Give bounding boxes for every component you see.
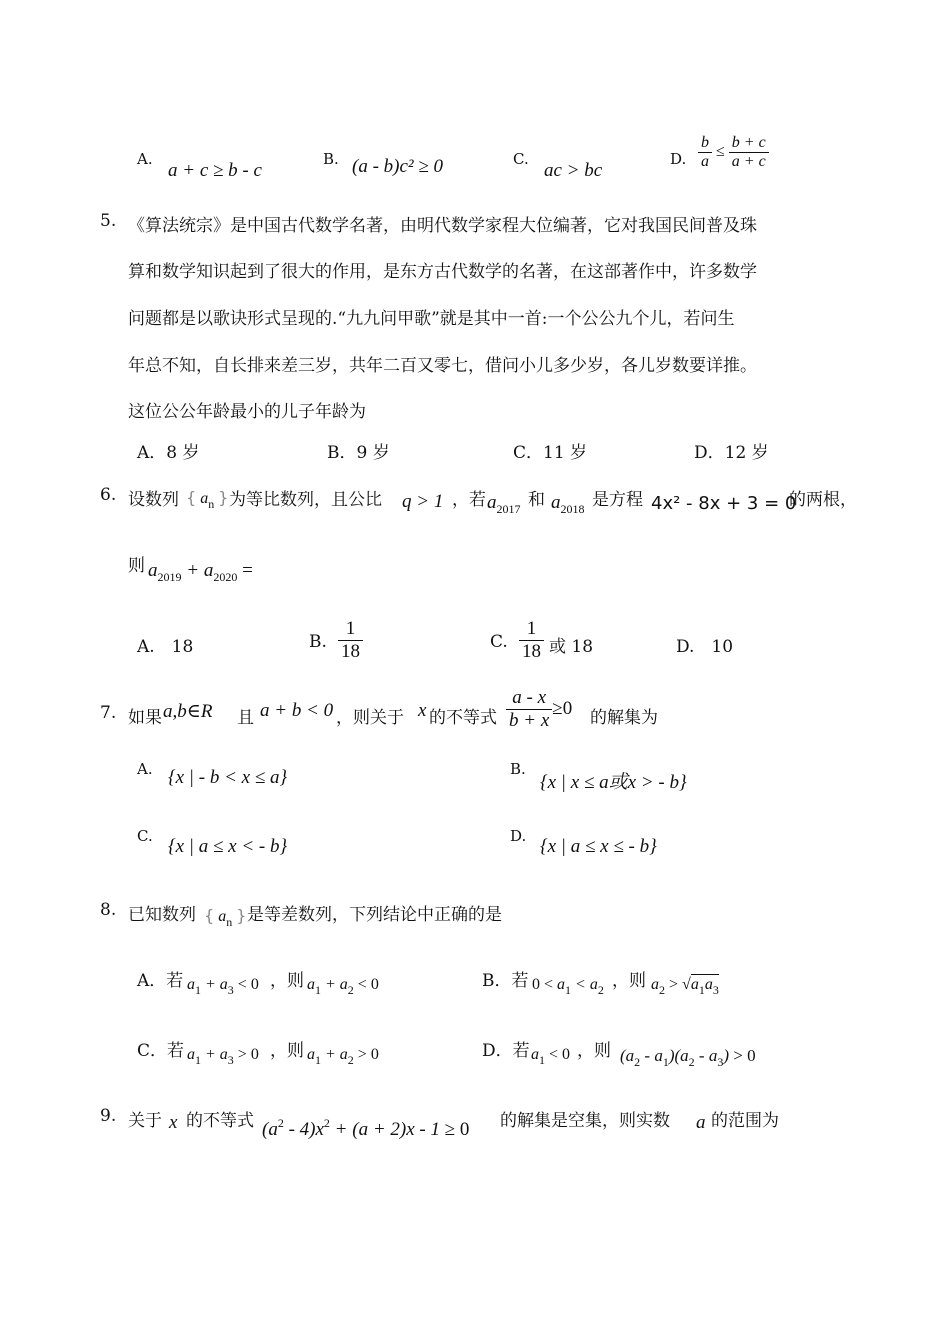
q7-condition-sum: a + b < 0 <box>260 700 334 721</box>
q9-text-4: 的范围为 <box>711 1111 779 1131</box>
q5-option-c: C．11 岁 <box>513 443 588 463</box>
q8-option-a-res: $a_1 + a_2 < 0$ <box>307 976 379 997</box>
q5-number: 5. <box>100 211 117 231</box>
q7-option-d-label: D. <box>510 827 527 845</box>
q8-option-b-label: B．若 <box>482 971 529 991</box>
q9-var-x: x <box>169 1112 178 1133</box>
q6-text-2: 为等比数列，且公比 <box>229 490 382 510</box>
q8-option-c-label: C．若 <box>137 1041 185 1061</box>
q6-option-c-label: C. <box>490 632 508 652</box>
q9-text-3: 的解集是空集，则实数 <box>500 1111 670 1131</box>
q4-option-b-expr: (a - b)c² ≥ 0 <box>352 156 444 177</box>
q7-text-3: ，则关于 <box>336 708 404 728</box>
q8-option-d-then: ，则 <box>577 1041 611 1061</box>
q7-text-2: 且 <box>237 708 254 728</box>
q8-seq-an: { $a_n$ } <box>204 906 247 929</box>
q4-option-b-label: B. <box>323 150 339 168</box>
q6-a2017: $a_{2017}$ <box>487 492 521 516</box>
q6-ratio-condition: q > 1 <box>402 491 444 512</box>
q7-inequality: $\frac{a - x}{b + x}$ ≥0 <box>506 687 572 732</box>
q4-option-c-expr: ac > bc <box>544 160 603 181</box>
q5-line-3: 问题都是以歌诀形式呈现的.“九九问甲歌”就是其中一首:一个公公九个儿，若问生 <box>128 309 735 329</box>
q7-number: 7. <box>100 703 117 723</box>
q7-option-a-expr: {x | - b < x ≤ a} <box>168 767 288 788</box>
q9-var-a: a <box>696 1112 706 1133</box>
q5-option-d: D．12 岁 <box>694 443 769 463</box>
q8-option-a-label: A．若 <box>137 971 184 991</box>
q6-equation: 4x² - 8x + 3 = 0 <box>651 493 797 514</box>
q6-sum-expr: $a_{2019} + a_{2020}$ = <box>148 560 253 584</box>
q9-text-2: 的不等式 <box>186 1111 254 1131</box>
q8-option-b-cond: $0 < a_1 < a_2$ <box>532 976 604 997</box>
q8-text-1: 已知数列 <box>128 905 196 925</box>
q6-text-4: 和 <box>528 490 545 510</box>
q7-option-b-expr: {x | x ≤ a或x > - b} <box>540 772 687 793</box>
q9-text-1: 关于 <box>128 1111 162 1131</box>
q6-text-7: 则 <box>128 556 145 576</box>
q7-var-x: x <box>418 700 427 721</box>
q4-option-a-expr: a + c ≥ b - c <box>168 160 262 181</box>
q6-option-c-frac: $\frac{1}{18}$ <box>519 618 544 663</box>
q7-text-4: 的不等式 <box>429 708 497 728</box>
q6-option-a: A. 18 <box>137 637 194 657</box>
q8-number: 8. <box>100 900 117 920</box>
q8-option-c-cond: $a_1 + a_3 > 0$ <box>187 1046 259 1067</box>
q7-option-c-label: C. <box>137 827 153 845</box>
q4-option-c-label: C. <box>513 150 529 168</box>
q6-option-d: D. 10 <box>676 637 734 657</box>
q6-text-5: 是方程 <box>592 490 643 510</box>
q5-option-a: A．8 岁 <box>137 443 200 463</box>
q6-option-c-tail: 或 18 <box>549 637 594 657</box>
q6-text-6: 的两根， <box>789 490 857 510</box>
q7-option-d-expr: {x | a ≤ x ≤ - b} <box>540 836 657 857</box>
q4-option-d-expr: $\frac{b}{a}$ ≤ $\frac{b + c}{a + c}$ <box>698 134 769 171</box>
q8-text-2: 是等差数列，下列结论中正确的是 <box>247 905 502 925</box>
q8-option-a-then: ，则 <box>270 971 304 991</box>
q6-text-3: ，若 <box>452 490 486 510</box>
q5-line-5: 这位公公年龄最小的儿子年龄为 <box>128 402 366 422</box>
q7-option-c-expr: {x | a ≤ x < - b} <box>168 836 288 857</box>
q5-line-4: 年总不知，自长排来差三岁，共年二百又零七，借问小儿多少岁，各儿岁数要详推。 <box>128 356 757 376</box>
q7-option-a-label: A. <box>137 760 153 778</box>
q6-a2018: $a_{2018}$ <box>551 492 585 516</box>
q6-seq-an: { $a_n$ } <box>186 488 229 511</box>
q8-option-d-res: $(a_2 - a_1)(a_2 - a_3) > 0$ <box>620 1046 756 1069</box>
q8-option-c-then: ，则 <box>270 1041 304 1061</box>
q5-line-1: 《算法统宗》是中国古代数学名著，由明代数学家程大位编著，它对我国民间普及珠 <box>128 216 757 236</box>
q4-option-a-label: A. <box>137 150 153 168</box>
q7-option-b-label: B. <box>510 760 526 778</box>
q4-option-d-label: D. <box>670 150 687 168</box>
q8-option-d-cond: $a_1 < 0$ <box>531 1046 571 1067</box>
q6-text-1: 设数列 <box>128 490 179 510</box>
q6-option-b-frac: $\frac{1}{18}$ <box>338 618 363 663</box>
q9-inequality: $(a^2 - 4)x^2 + (a + 2)x - 1 \ge 0$ <box>262 1116 470 1140</box>
q6-number: 6. <box>100 485 117 505</box>
q8-option-c-res: $a_1 + a_2 > 0$ <box>307 1046 379 1067</box>
q7-text-5: 的解集为 <box>590 708 658 728</box>
q7-condition-set: a,b∈R <box>163 701 213 722</box>
q8-option-b-then: ，则 <box>612 971 646 991</box>
q8-option-a-cond: $a_1 + a_3 < 0$ <box>187 976 259 997</box>
q5-line-2: 算和数学知识起到了很大的作用，是东方古代数学的名著，在这部著作中，许多数学 <box>128 262 757 282</box>
q8-option-d-label: D．若 <box>482 1041 530 1061</box>
q8-option-b-res: $a_2 > √a_1a_3$ <box>651 976 719 997</box>
q7-text-1: 如果 <box>128 708 162 728</box>
q5-option-b: B．9 岁 <box>327 443 390 463</box>
q6-option-b-label: B. <box>309 632 327 652</box>
q9-number: 9. <box>100 1106 117 1126</box>
